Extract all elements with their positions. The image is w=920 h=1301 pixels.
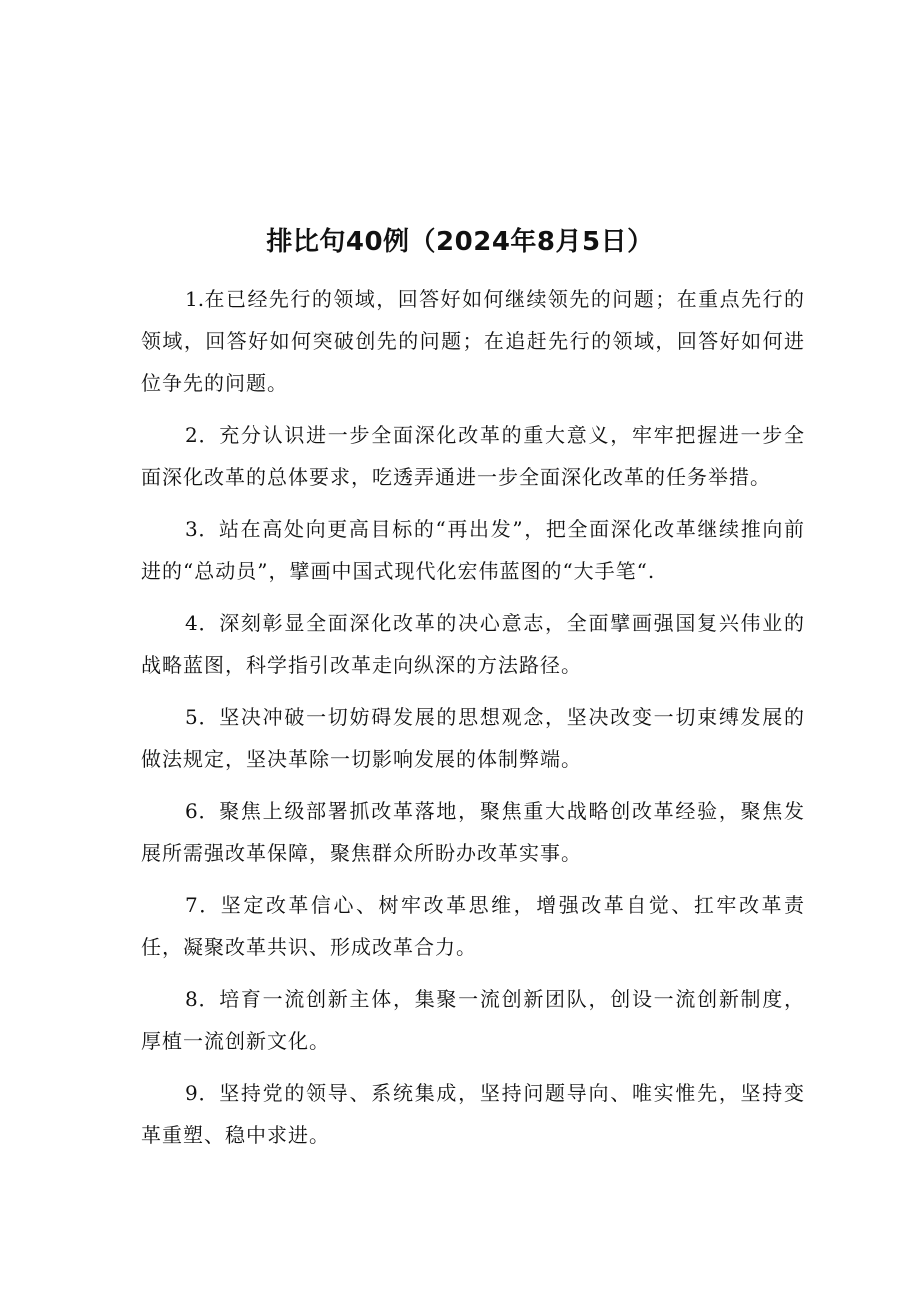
list-item — [141, 508, 805, 592]
item-number: 5． — [185, 705, 220, 729]
item-text: 培育一流创新主体，集聚一流创新团队，创设一流创新制度，厚植一流创新文化。 — [141, 987, 806, 1053]
item-text: 站在高处向更高目标的“再出发”，把全面深化改革继续推向前进的“总动员”，擘画中国式现代化宏伟蓝图的“大手笔“. — [141, 517, 805, 583]
item-number: 9． — [185, 1081, 220, 1105]
item-text: 充分认识进一步全面深化改革的重大意义，牢牢把握进一步全面深化改革的总体要求，吃透弄通进一步全面深化改革的任务举措。 — [141, 423, 806, 489]
list-item — [141, 1072, 805, 1156]
item-number: 3． — [185, 517, 220, 541]
list-item — [141, 414, 805, 498]
item-number: 4． — [185, 611, 220, 635]
item-text: 深刻彰显全面深化改革的决心意志，全面擘画强国复兴伟业的战略蓝图，科学指引改革走向纵深的方法路径。 — [141, 611, 806, 677]
page-title: 排比句40例（2024年8月5日） — [266, 227, 654, 257]
list-item — [141, 602, 805, 686]
list-item — [141, 278, 805, 404]
item-number: 8． — [185, 987, 220, 1011]
item-number: 1. — [185, 287, 205, 311]
item-list — [141, 278, 805, 1166]
item-number: 7． — [185, 893, 221, 917]
item-text: 聚焦上级部署抓改革落地，聚焦重大战略创改革经验，聚焦发展所需强改革保障，聚焦群众所盼办改革实事。 — [141, 799, 806, 865]
item-number: 2． — [185, 423, 220, 447]
list-item — [141, 696, 805, 780]
item-text: 坚持党的领导、系统集成，坚持问题导向、唯实惟先，坚持变革重塑、稳中求进。 — [141, 1081, 806, 1147]
item-number: 6． — [185, 799, 220, 823]
list-item — [141, 978, 805, 1062]
item-text: 坚决冲破一切妨碍发展的思想观念，坚决改变一切束缚发展的做法规定，坚决革除一切影响发展的体制弊端。 — [141, 705, 806, 771]
item-text: 坚定改革信心、树牢改革思维，增强改革自觉、扛牢改革责任，凝聚改革共识、形成改革合力。 — [141, 893, 806, 959]
list-item — [141, 790, 805, 874]
list-item — [141, 884, 805, 968]
item-text: 在已经先行的领域，回答好如何继续领先的问题；在重点先行的领域，回答好如何突破创先的问题；在追赶先行的领域，回答好如何进位争先的问题。 — [141, 287, 805, 395]
